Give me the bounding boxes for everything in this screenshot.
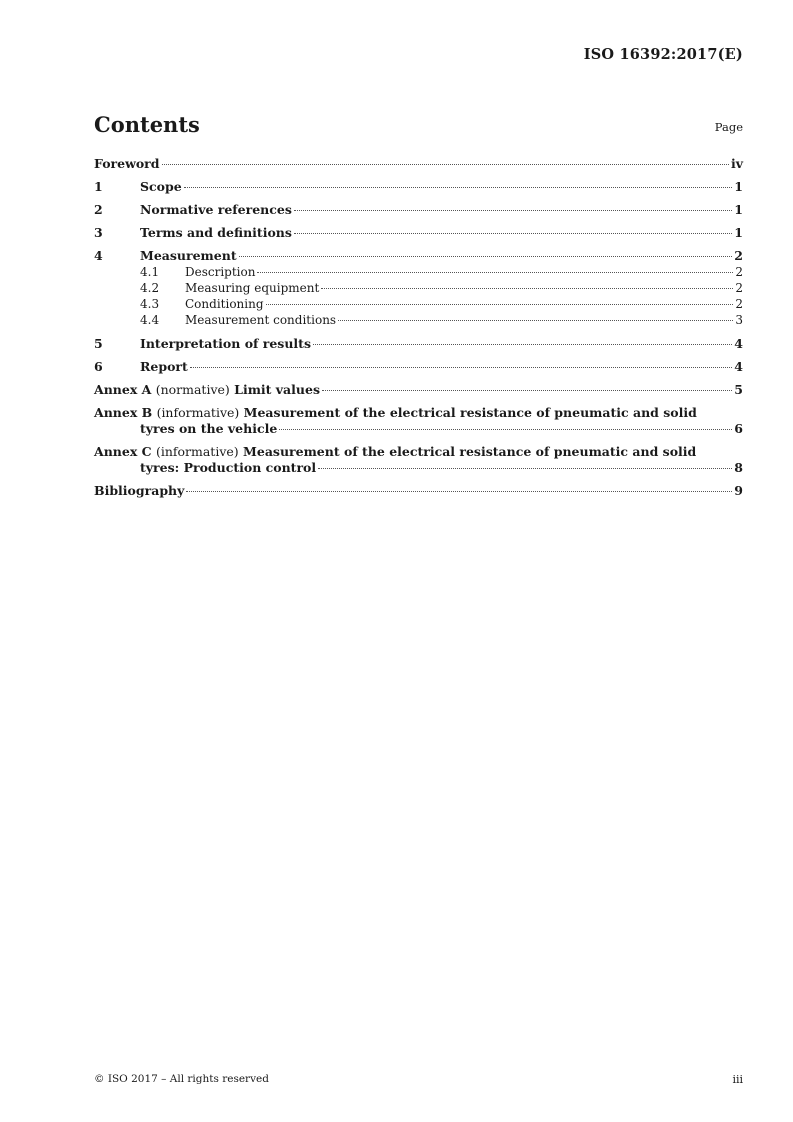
toc-entry-number: 6 (94, 359, 103, 374)
toc-entry-page: 3 (735, 313, 743, 327)
toc-entry-bibliography[interactable] (94, 483, 743, 499)
toc-entry-section-5[interactable] (94, 336, 743, 352)
toc-entry-page: 4 (734, 336, 743, 351)
toc-entry-annex-a[interactable] (94, 382, 743, 398)
toc-entry-number: 1 (94, 179, 103, 194)
toc-entry-section-3[interactable] (94, 225, 743, 241)
document-id: ISO 16392:2017(E) (583, 46, 743, 63)
toc-entry-page: 4 (734, 359, 743, 374)
toc-entry-label: Measurement (140, 248, 237, 263)
toc-entry-label: Normative references (140, 202, 292, 217)
toc-entry-section-4[interactable] (94, 248, 743, 264)
annex-title-text: Measurement of the electrical resistance of pneumatic and solid (243, 405, 697, 420)
toc-entry-page: 8 (734, 460, 743, 475)
toc-entry-section-1[interactable] (94, 179, 743, 195)
toc-entry-number: 4.4 (140, 313, 160, 327)
toc-header (94, 112, 743, 138)
toc-entry-page: 2 (735, 297, 743, 311)
dot-leader (279, 429, 732, 430)
toc-entry-label: Bibliography (94, 483, 185, 498)
toc-entry-page: 2 (735, 281, 743, 295)
annex-prefix: Annex B (94, 405, 153, 420)
toc-entry-subsection-4-1[interactable] (94, 264, 743, 280)
toc-entry-foreword[interactable] (94, 156, 743, 172)
toc-entry-label: Interpretation of results (140, 336, 311, 351)
toc-entry-page: 2 (735, 265, 743, 279)
toc-entry-page: 1 (734, 202, 743, 217)
toc-entry-number: 2 (94, 202, 103, 217)
toc-entry-page: iv (730, 156, 743, 171)
toc-entry-label: Report (140, 359, 188, 374)
page-column-label: Page (714, 120, 743, 134)
dot-leader (321, 288, 733, 289)
annex-type: (informative) (155, 444, 239, 459)
toc-entry-subsection-4-4[interactable] (94, 312, 743, 328)
annex-type: (normative) (155, 382, 230, 397)
toc-entry-number: 4.3 (140, 297, 160, 311)
dot-leader (184, 187, 733, 188)
toc-entry-page: 1 (734, 179, 743, 194)
table-of-contents (94, 156, 743, 499)
dot-leader (257, 272, 733, 273)
dot-leader (266, 304, 734, 305)
toc-entry-number: 4.2 (140, 281, 160, 295)
dot-leader (318, 468, 732, 469)
toc-entry-page: 5 (734, 382, 743, 397)
toc-entry-label: Terms and definitions (140, 225, 292, 240)
dot-leader (322, 390, 732, 391)
toc-entry-annex-b[interactable] (94, 405, 743, 437)
annex-title-second-line (94, 421, 743, 437)
toc-entry-label: Conditioning (185, 297, 264, 311)
annex-title-first-line (94, 444, 743, 460)
annex-title-continuation: tyres on the vehicle (140, 421, 278, 436)
toc-entry-subsection-4-3[interactable] (94, 296, 743, 312)
footer-page-number: iii (732, 1073, 743, 1086)
annex-title-first-line (94, 405, 743, 421)
dot-leader (186, 491, 732, 492)
toc-entry-number: 3 (94, 225, 103, 240)
annex-title-continuation: tyres: Production control (140, 460, 317, 475)
toc-entry-page: 9 (734, 483, 743, 498)
toc-entry-annex-c[interactable] (94, 444, 743, 476)
toc-entry-page: 6 (734, 421, 743, 436)
annex-title (94, 382, 320, 398)
dot-leader (294, 233, 732, 234)
toc-entry-number: 4.1 (140, 265, 160, 279)
toc-entry-number: 5 (94, 336, 103, 351)
dot-leader (313, 344, 732, 345)
annex-prefix: Annex A (94, 382, 152, 397)
annex-type: (informative) (156, 405, 240, 420)
toc-entry-section-2[interactable] (94, 202, 743, 218)
dot-leader (162, 164, 729, 165)
annex-title-text: Measurement of the electrical resistance of pneumatic and solid (243, 444, 697, 459)
toc-entry-label: Scope (140, 179, 182, 194)
page-title: Contents (94, 112, 200, 137)
annex-prefix: Annex C (94, 444, 152, 459)
dot-leader (239, 256, 733, 257)
toc-entry-subsection-4-2[interactable] (94, 280, 743, 296)
dot-leader (190, 367, 733, 368)
toc-entry-label: Foreword (94, 156, 160, 171)
toc-entry-label: Description (185, 265, 256, 279)
toc-entry-page: 1 (734, 225, 743, 240)
toc-entry-label: Measurement conditions (185, 313, 337, 327)
annex-title-second-line (94, 460, 743, 476)
toc-entry-section-6[interactable] (94, 359, 743, 375)
dot-leader (294, 210, 732, 211)
footer-copyright: © ISO 2017 – All rights reserved (94, 1073, 269, 1085)
annex-title-text: Limit values (234, 382, 320, 397)
toc-entry-number: 4 (94, 248, 103, 263)
dot-leader (338, 320, 733, 321)
toc-entry-page: 2 (734, 248, 743, 263)
toc-entry-label: Measuring equipment (185, 281, 320, 295)
